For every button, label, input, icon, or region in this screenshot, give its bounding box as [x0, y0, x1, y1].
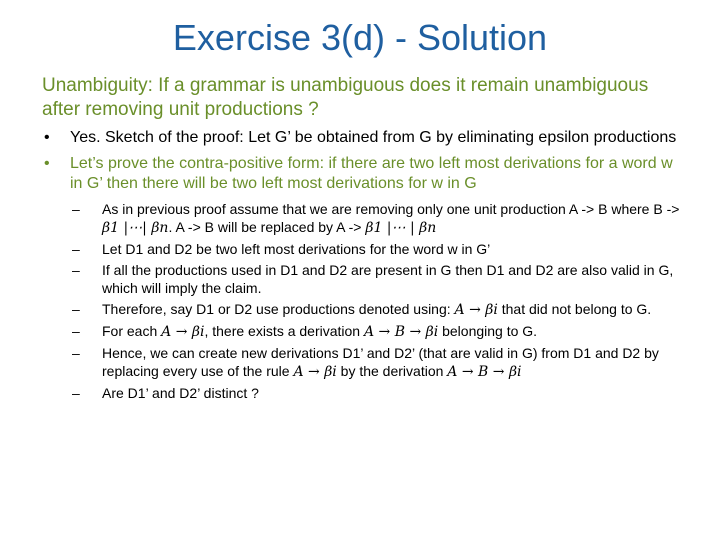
sub-bullet-text: by the derivation	[336, 363, 448, 379]
sub-bullet-text: Hence, we can create new derivations D1’ and D2’ (that are valid in G) from D1 and D2 by replacing every use of the rule	[102, 345, 659, 379]
sub-bullet-item	[70, 322, 682, 341]
sub-bullet-text: For each	[102, 323, 162, 339]
math-expression: A → βi	[454, 302, 498, 318]
math-expression: A → βi	[161, 324, 205, 340]
sub-bullet-item	[70, 300, 682, 319]
sub-bullet-text: Therefore, say D1 or D2 use productions denoted using:	[102, 301, 455, 317]
sub-bullet-text: Are D1’ and D2’ distinct ?	[102, 385, 259, 401]
bullet-list	[42, 128, 682, 402]
bullet-text: Yes. Sketch of the proof: Let G’ be obtained from G by eliminating epsilon productions	[70, 129, 677, 146]
sub-bullet-item	[70, 344, 682, 381]
sub-bullet-text: . A -> B will be replaced by A ->	[168, 219, 366, 235]
math-expression: A → B → βi	[447, 364, 522, 380]
bullet-text: Let’s prove the contra-positive form: if there are two left most derivations for a word w in G’ then there will be two left most derivations for w in G	[70, 155, 673, 192]
sub-bullet-text: Let D1 and D2 be two left most derivations for the word w in G’	[102, 241, 491, 257]
math-expression: A → βi	[293, 364, 337, 380]
slide-content	[42, 74, 682, 408]
sub-bullet-text: If all the productions used in D1 and D2 are present in G then D1 and D2 are also valid in G, which will imply the claim.	[102, 262, 674, 296]
math-expression: β1 |⋯ | βn	[365, 220, 437, 236]
slide-title: Exercise 3(d) - Solution	[172, 17, 548, 58]
sub-bullet-list	[70, 200, 682, 402]
bullet-item	[42, 128, 682, 148]
bullet-item	[42, 154, 682, 402]
sub-bullet-item	[70, 200, 682, 237]
sub-bullet-text: belonging to G.	[438, 323, 538, 339]
math-expression: A → B → βi	[363, 324, 439, 340]
sub-bullet-text: that did not belong to G.	[497, 301, 652, 317]
math-expression: β1 |⋯| βn	[102, 220, 169, 236]
sub-bullet-text: As in previous proof assume that we are removing only one unit production A -> B where B ->	[102, 201, 680, 217]
sub-bullet-item	[70, 384, 682, 402]
sub-bullet-item	[70, 240, 682, 258]
sub-bullet-item	[70, 261, 682, 297]
sub-bullet-text: , there exists a derivation	[204, 323, 364, 339]
slide-heading: Unambiguity: If a grammar is unambiguous does it remain unambiguous after removing unit productions ?	[42, 75, 649, 120]
